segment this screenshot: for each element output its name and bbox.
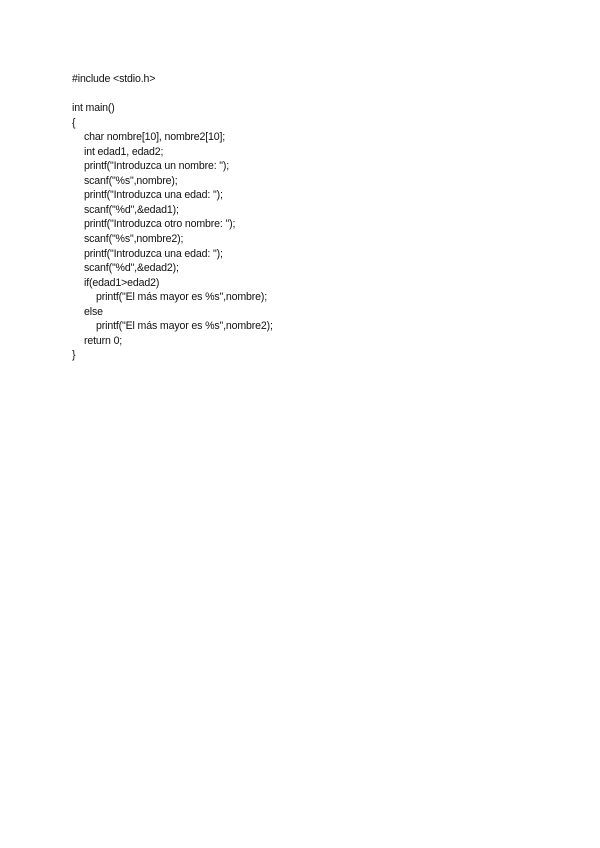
code-line: printf("Introduzca una edad: ");: [84, 247, 223, 260]
code-line: printf("Introduzca una edad: ");: [84, 189, 223, 202]
code-line: scanf("%d",&edad2);: [84, 262, 179, 275]
code-line: }: [72, 349, 76, 362]
code-line: printf("El más mayor es %s",nombre2);: [96, 320, 273, 333]
code-line: #include <stdio.h>: [72, 73, 156, 85]
code-line: int main(): [72, 102, 115, 115]
code-line: int edad1, edad2;: [84, 145, 164, 158]
code-line: return 0;: [84, 334, 123, 347]
code-listing: [72, 72, 273, 363]
code-line: scanf("%d",&edad1);: [84, 203, 179, 216]
code-line: [72, 87, 273, 102]
code-line: printf("El más mayor es %s",nombre);: [96, 291, 268, 304]
code-line: if(edad1>edad2): [84, 276, 160, 289]
code-line: printf("Introduzca otro nombre: ");: [84, 218, 236, 231]
code-line: char nombre[10], nombre2[10];: [84, 131, 226, 144]
code-line: scanf("%s",nombre);: [84, 174, 178, 187]
code-line: scanf("%s",nombre2);: [84, 233, 184, 246]
code-line: {: [72, 116, 76, 129]
code-line: else: [84, 305, 103, 318]
code-line: printf("Introduzca un nombre: ");: [84, 160, 230, 173]
